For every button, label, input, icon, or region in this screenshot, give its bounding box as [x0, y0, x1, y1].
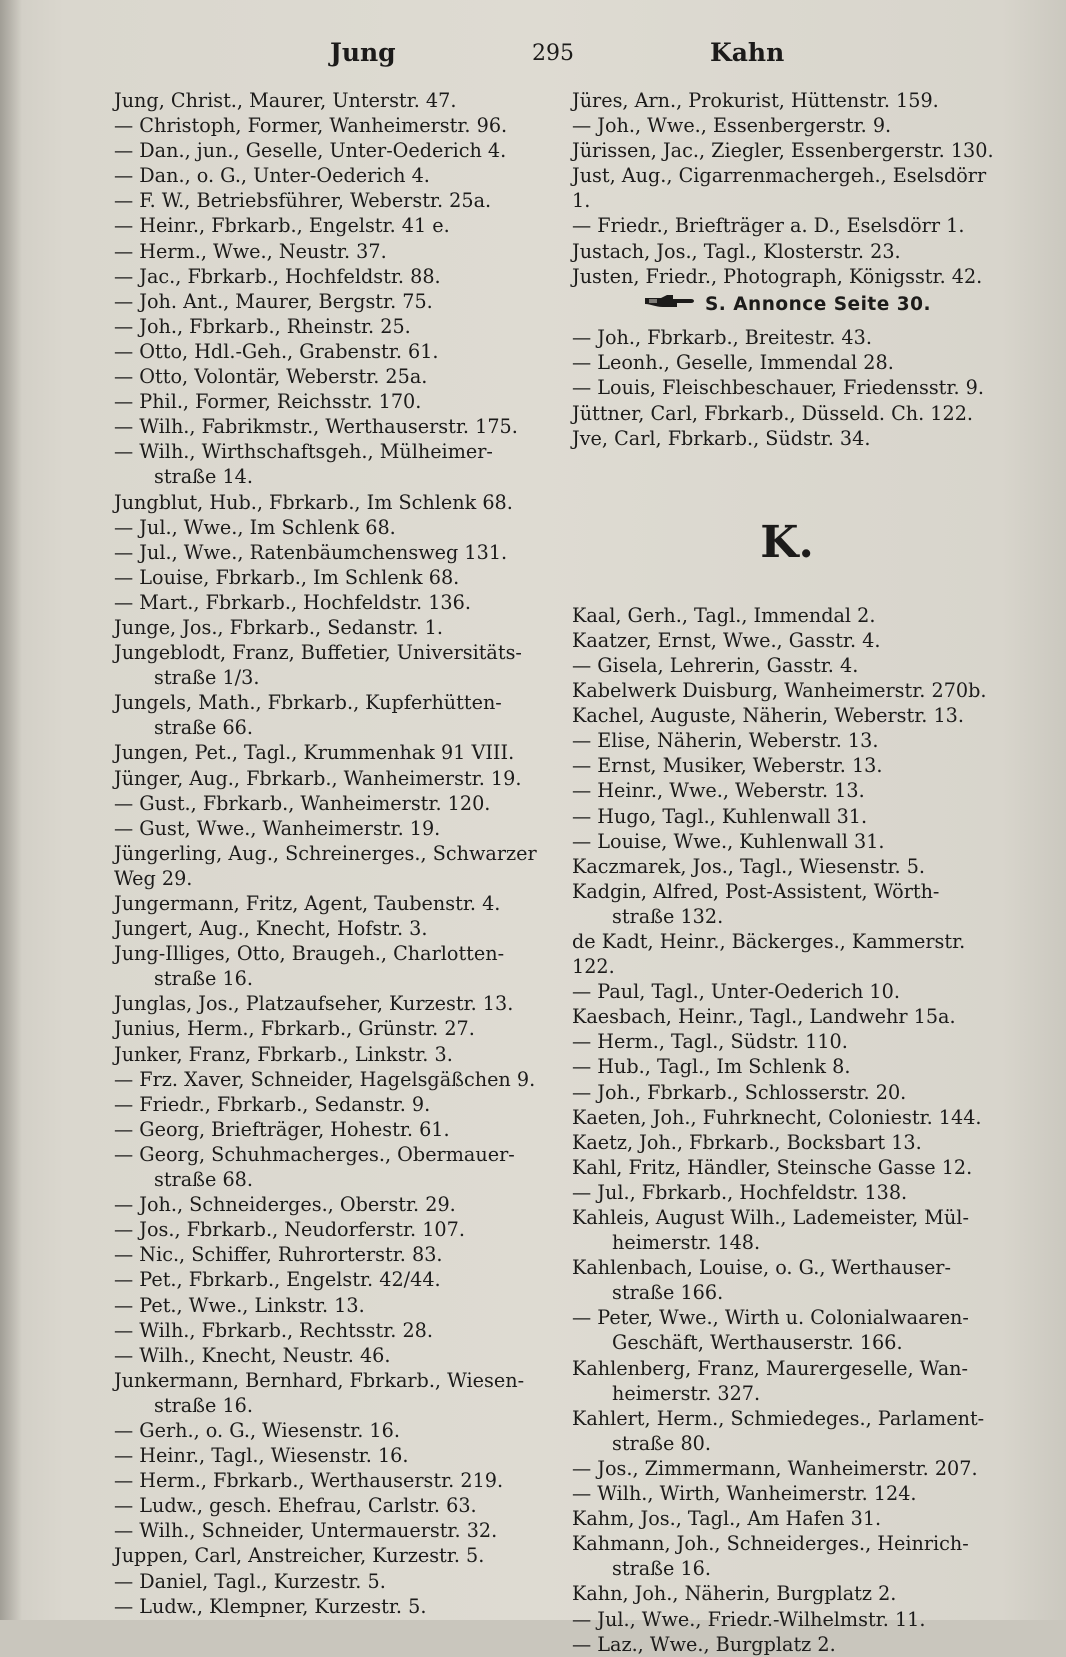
directory-entry: — Jul., Wwe., Friedr.-Wilhelmstr. 11.	[572, 1607, 926, 1631]
directory-entry: — Gisela, Lehrerin, Gasstr. 4.	[572, 653, 859, 677]
directory-entry: — Wilh., Wirthschaftsgeh., Mülheimer-	[114, 440, 493, 464]
directory-entry: — Mart., Fbrkarb., Hochfeldstr. 136.	[114, 590, 471, 614]
binding-shadow	[0, 0, 22, 1620]
directory-entry: Jüngerling, Aug., Schreinerges., Schwarzer	[114, 841, 537, 865]
directory-entry: — Heinr., Tagl., Wiesenstr. 16.	[114, 1444, 409, 1468]
directory-entry: Kaesbach, Heinr., Tagl., Landwehr 15a.	[572, 1005, 956, 1029]
directory-entry: Jünger, Aug., Fbrkarb., Wanheimerstr. 19.	[114, 766, 522, 790]
directory-entry: Kahn, Joh., Näherin, Burgplatz 2.	[572, 1582, 897, 1606]
directory-entry: — Daniel, Tagl., Kurzestr. 5.	[114, 1569, 386, 1593]
directory-entry: Just, Aug., Cigarrenmachergeh., Eselsdörr 1.	[572, 164, 987, 213]
pointing-hand-icon	[643, 292, 697, 317]
directory-entry: — Joh., Fbrkarb., Rheinstr. 25.	[114, 314, 411, 338]
directory-entry: — Jos., Fbrkarb., Neudorferstr. 107.	[114, 1218, 465, 1242]
directory-entry: — Jac., Fbrkarb., Hochfeldstr. 88.	[114, 264, 441, 288]
directory-entry: straße 80.	[612, 1431, 711, 1455]
directory-entry: Junge, Jos., Fbrkarb., Sedanstr. 1.	[114, 615, 443, 639]
directory-entry: — Pet., Wwe., Linkstr. 13.	[114, 1293, 365, 1317]
directory-entry: straße 14.	[154, 465, 253, 489]
directory-entry: Jungen, Pet., Tagl., Krummenhak 91 VIII.	[114, 741, 515, 765]
annonce-note	[572, 292, 1002, 318]
directory-entry: Kaal, Gerh., Tagl., Immendal 2.	[572, 603, 876, 627]
directory-entry: — Friedr., Fbrkarb., Sedanstr. 9.	[114, 1092, 431, 1116]
directory-entry: — Elise, Näherin, Weberstr. 13.	[572, 729, 879, 753]
directory-entry: Junkermann, Bernhard, Fbrkarb., Wiesen-	[114, 1368, 525, 1392]
directory-entry: — Heinr., Wwe., Weberstr. 13.	[572, 779, 865, 803]
directory-entry: — Gerh., o. G., Wiesenstr. 16.	[114, 1418, 400, 1442]
directory-entry: Kahlert, Herm., Schmiedeges., Parlament-	[572, 1406, 985, 1430]
directory-entry: — Joh., Wwe., Essenbergerstr. 9.	[572, 114, 892, 138]
directory-entry: — Ludw., gesch. Ehefrau, Carlstr. 63.	[114, 1494, 477, 1518]
directory-entry: — Joh., Schneiderges., Oberstr. 29.	[114, 1193, 456, 1217]
right-column-bottom-entries	[572, 603, 1002, 1657]
directory-entry: Jve, Carl, Fbrkarb., Südstr. 34.	[572, 426, 871, 450]
directory-entry: Jungermann, Fritz, Agent, Taubenstr. 4.	[114, 892, 501, 915]
directory-entry: — Wilh., Wirth, Wanheimerstr. 124.	[572, 1482, 917, 1506]
directory-entry: straße 66.	[154, 716, 253, 740]
directory-entry: Weg 29.	[114, 866, 193, 890]
directory-entry: straße 1/3.	[154, 666, 260, 690]
annonce-text: S. Annonce Seite 30.	[704, 293, 932, 315]
directory-entry: — Friedr., Briefträger a. D., Eselsdörr 1.	[572, 214, 965, 238]
directory-entry: Kadgin, Alfred, Post-Assistent, Wörth-	[572, 879, 940, 903]
directory-entry: Junius, Herm., Fbrkarb., Grünstr. 27.	[114, 1017, 475, 1041]
directory-entry: — Herm., Fbrkarb., Werthauserstr. 219.	[114, 1469, 504, 1493]
directory-entry: Jung, Christ., Maurer, Unterstr. 47.	[114, 89, 457, 112]
directory-entry: — Louis, Fleischbeschauer, Friedensstr. 9.	[572, 376, 984, 400]
directory-entry: Junker, Franz, Fbrkarb., Linkstr. 3.	[114, 1042, 453, 1066]
directory-entry: straße 16.	[612, 1557, 711, 1581]
directory-entry: Jüres, Arn., Prokurist, Hüttenstr. 159.	[572, 89, 939, 112]
directory-entry: Kabelwerk Duisburg, Wanheimerstr. 270b.	[572, 679, 987, 703]
directory-entry: Junglas, Jos., Platzaufseher, Kurzestr. 13.	[114, 992, 514, 1016]
directory-entry: — Paul, Tagl., Unter-Oederich 10.	[572, 980, 900, 1004]
directory-entry: Kahlenbach, Louise, o. G., Werthauser-	[572, 1256, 951, 1280]
directory-entry: Kahleis, August Wilh., Lademeister, Mül-	[572, 1206, 969, 1230]
directory-entry: Jungeblodt, Franz, Buffetier, Universitäts-	[114, 641, 522, 665]
left-column	[114, 88, 558, 1619]
directory-entry: Jüttner, Carl, Fbrkarb., Düsseld. Ch. 122.	[572, 401, 974, 425]
directory-entry: Kaczmarek, Jos., Tagl., Wiesenstr. 5.	[572, 854, 926, 878]
directory-entry: — Wilh., Fabrikmstr., Werthauserstr. 175.	[114, 415, 518, 439]
directory-entry: straße 68.	[154, 1168, 253, 1192]
directory-entry: — Peter, Wwe., Wirth u. Colonialwaaren-	[572, 1306, 969, 1330]
page-number: 295	[532, 41, 574, 66]
directory-entry: — Dan., o. G., Unter-Oederich 4.	[114, 164, 430, 188]
right-column-top-entries	[572, 88, 1002, 289]
section-letter: K.	[760, 516, 814, 568]
directory-entry: — Frz. Xaver, Schneider, Hagelsgäßchen 9.	[114, 1067, 536, 1091]
directory-entry: Kahl, Fritz, Händler, Steinsche Gasse 12.	[572, 1155, 973, 1179]
directory-entry: Jungert, Aug., Knecht, Hofstr. 3.	[114, 917, 428, 941]
directory-entry: — Georg, Schuhmacherges., Obermauer-	[114, 1142, 515, 1166]
directory-entry: — Hub., Tagl., Im Schlenk 8.	[572, 1055, 851, 1079]
directory-entry: — Jul., Fbrkarb., Hochfeldstr. 138.	[572, 1180, 908, 1204]
directory-entry: — Phil., Former, Reichsstr. 170.	[114, 390, 422, 414]
directory-entry: — F. W., Betriebsführer, Weberstr. 25a.	[114, 189, 492, 213]
directory-entry: — Nic., Schiffer, Ruhrorterstr. 83.	[114, 1243, 443, 1267]
directory-entry: — Louise, Wwe., Kuhlenwall 31.	[572, 829, 885, 853]
directory-entry: — Ludw., Klempner, Kurzestr. 5.	[114, 1594, 427, 1618]
directory-entry: — Laz., Wwe., Burgplatz 2.	[572, 1632, 836, 1656]
directory-entry: Justen, Friedr., Photograph, Königsstr. 42.	[572, 264, 983, 288]
running-head-left: Jung	[330, 38, 396, 67]
directory-entry: — Jos., Zimmermann, Wanheimerstr. 207.	[572, 1456, 978, 1480]
directory-entry: — Joh., Fbrkarb., Breitestr. 43.	[572, 326, 872, 350]
directory-entry: — Gust., Fbrkarb., Wanheimerstr. 120.	[114, 791, 491, 815]
directory-entry: — Wilh., Schneider, Untermauerstr. 32.	[114, 1519, 498, 1543]
directory-entry: Jung-Illiges, Otto, Braugeh., Charlotten-	[114, 942, 505, 966]
directory-entry: — Christoph, Former, Wanheimerstr. 96.	[114, 114, 508, 138]
running-head-right: Kahn	[710, 38, 785, 67]
directory-entry: — Otto, Volontär, Weberstr. 25a.	[114, 365, 428, 389]
directory-entry: — Ernst, Musiker, Weberstr. 13.	[572, 754, 883, 778]
directory-entry: — Joh. Ant., Maurer, Bergstr. 75.	[114, 289, 433, 313]
directory-entry: — Heinr., Fbrkarb., Engelstr. 41 e.	[114, 214, 450, 238]
directory-entry: Juppen, Carl, Anstreicher, Kurzestr. 5.	[114, 1544, 485, 1568]
directory-entry: Jürissen, Jac., Ziegler, Essenbergerstr. 130.	[572, 139, 994, 163]
directory-entry: Kahlenberg, Franz, Maurergeselle, Wan-	[572, 1356, 969, 1380]
directory-entry: — Herm., Tagl., Südstr. 110.	[572, 1030, 848, 1054]
directory-entry: Kahm, Jos., Tagl., Am Hafen 31.	[572, 1507, 882, 1531]
directory-entry: heimerstr. 148.	[612, 1231, 761, 1255]
right-column-mid-entries	[572, 325, 1002, 450]
directory-entry: — Joh., Fbrkarb., Schlosserstr. 20.	[572, 1080, 907, 1104]
directory-entry: straße 16.	[154, 967, 253, 991]
directory-entry: — Hugo, Tagl., Kuhlenwall 31.	[572, 804, 868, 828]
directory-entry: — Otto, Hdl.-Geh., Grabenstr. 61.	[114, 339, 439, 363]
directory-entry: Geschäft, Werthauserstr. 166.	[612, 1331, 903, 1355]
directory-entry: — Georg, Briefträger, Hohestr. 61.	[114, 1117, 450, 1141]
directory-entry: — Jul., Wwe., Ratenbäumchensweg 131.	[114, 540, 508, 564]
directory-entry: — Dan., jun., Geselle, Unter-Oederich 4.	[114, 139, 507, 163]
directory-entry: Kaeten, Joh., Fuhrknecht, Coloniestr. 144.	[572, 1105, 982, 1129]
directory-entry: Kaatzer, Ernst, Wwe., Gasstr. 4.	[572, 628, 881, 652]
directory-entry: — Gust, Wwe., Wanheimerstr. 19.	[114, 816, 441, 840]
directory-entry: — Herm., Wwe., Neustr. 37.	[114, 239, 387, 263]
directory-entry: Jungels, Math., Fbrkarb., Kupferhütten-	[114, 691, 502, 715]
directory-entry: straße 166.	[612, 1281, 724, 1305]
directory-entry: — Louise, Fbrkarb., Im Schlenk 68.	[114, 565, 460, 589]
directory-entry: Kahmann, Joh., Schneiderges., Heinrich-	[572, 1532, 969, 1556]
directory-entry: Jungblut, Hub., Fbrkarb., Im Schlenk 68.	[114, 490, 513, 514]
directory-entry: Kaetz, Joh., Fbrkarb., Bocksbart 13.	[572, 1130, 922, 1154]
directory-entry: de Kadt, Heinr., Bäckerges., Kammerstr. 122.	[572, 929, 966, 979]
directory-entry: — Wilh., Fbrkarb., Rechtsstr. 28.	[114, 1318, 433, 1342]
directory-entry: — Wilh., Knecht, Neustr. 46.	[114, 1343, 391, 1367]
directory-entry: Justach, Jos., Tagl., Klosterstr. 23.	[572, 239, 901, 263]
directory-entry: — Leonh., Geselle, Immendal 28.	[572, 351, 894, 375]
directory-entry: straße 132.	[612, 904, 724, 928]
directory-entry: straße 16.	[154, 1393, 253, 1417]
directory-entry: heimerstr. 327.	[612, 1381, 761, 1405]
directory-entry: Kachel, Auguste, Näherin, Weberstr. 13.	[572, 704, 964, 728]
directory-entry: — Pet., Fbrkarb., Engelstr. 42/44.	[114, 1268, 441, 1292]
directory-entry: — Jul., Wwe., Im Schlenk 68.	[114, 515, 396, 539]
right-column	[572, 88, 1002, 1657]
